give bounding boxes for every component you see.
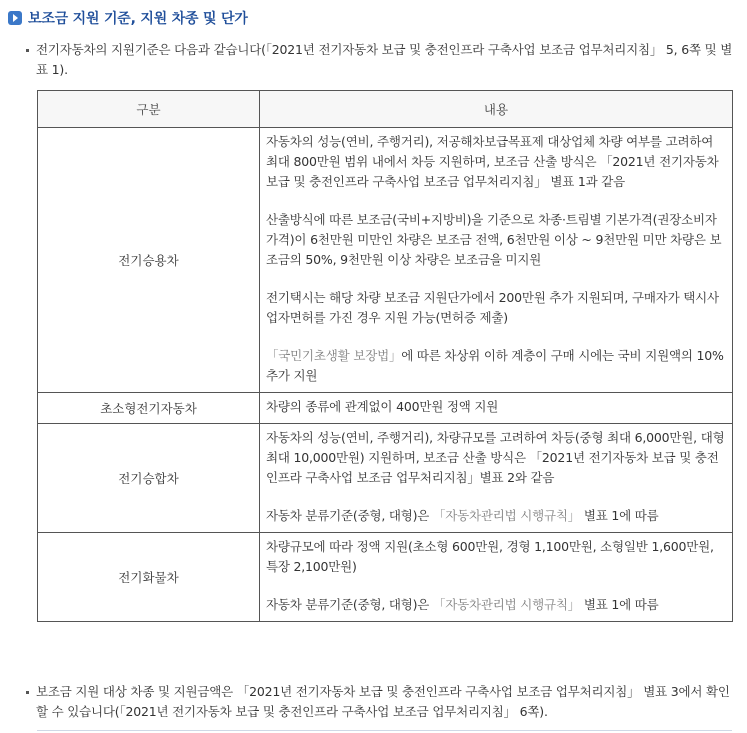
row-content	[260, 128, 733, 393]
table-row	[38, 424, 733, 533]
table-row	[38, 393, 733, 424]
content-paragraph: 자동차의 성능(연비, 주행거리), 차량규모를 고려하여 차등(중형 최대 6,000만원, 대형 최대 10,000만원) 지원하며, 보조금 산출 방식은 「2021년 전기자동차 보급 및 충전인프라 구축사업 보조금 업무처리지침」별표 2와 같음	[266, 430, 725, 485]
content-paragraph	[266, 346, 728, 386]
column-header-category: 구분	[38, 91, 260, 128]
content-paragraph: 차량의 종류에 관계없이 400만원 정액 지원	[266, 399, 499, 414]
law-reference: 「자동차관리법 시행규칙」	[432, 597, 581, 612]
paragraph-text: 에 따른 차상위 이하 계층이 구매 시에는 국비 지원액의 10% 추가 지원	[266, 348, 724, 383]
play-arrow-box-icon	[8, 11, 22, 25]
law-reference: 「국민기초생활 보장법」	[266, 348, 402, 363]
footer-text: 보조금 지원 대상 차종 및 지원금액은 「2021년 전기자동차 보급 및 충전인프라 구축사업 보조금 업무처리지침」 별표 3에서 확인할 수 있습니다(「2021년 전기자동차 보급 및 충전인프라 구축사업 보조금 업무처리지침」 6쪽).	[22, 682, 734, 722]
table-header-row	[38, 91, 733, 128]
paragraph-text: 자동차 분류기준(중형, 대형)은	[266, 508, 433, 523]
content-paragraph: 산출방식에 따른 보조금(국비+지방비)을 기준으로 차종·트림별 기본가격(권장소비자가격)이 6천만원 미만인 차량은 보조금 전액, 6천만원 이상 ~ 9천만원 미만 차량은 보조금의 50%, 9천만원 이상 차량은 보조금을 미지원	[266, 212, 722, 267]
intro-text: 전기자동차의 지원기준은 다음과 같습니다(「2021년 전기자동차 보급 및 충전인프라 구축사업 보조금 업무처리지침」 5, 6쪽 및 별표 1).	[22, 40, 734, 80]
row-content	[260, 424, 733, 533]
content-paragraph: 자동차의 성능(연비, 주행거리), 저공해차보급목표제 대상업체 차량 여부를 고려하여 최대 800만원 범위 내에서 차등 지원하며, 보조금 산출 방식은 「2021년 전기자동차 보급 및 충전인프라 구축사업 보조금 업무처리지침」 별표 1과 같음	[266, 134, 719, 189]
content-paragraph: 전기택시는 해당 차량 보조금 지원단가에서 200만원 추가 지원되며, 구매자가 택시사업자면허를 가진 경우 지원 가능(면허증 제출)	[266, 290, 719, 325]
table-row	[38, 533, 733, 622]
section-heading	[8, 8, 248, 28]
row-category: 전기화물차	[38, 533, 260, 622]
paragraph-text: 별표 1에 따름	[580, 597, 659, 612]
row-content	[260, 533, 733, 622]
row-category: 초소형전기자동차	[38, 393, 260, 424]
section-divider	[37, 730, 732, 731]
row-content	[260, 393, 733, 424]
table-row	[38, 128, 733, 393]
subsidy-table	[37, 90, 733, 622]
paragraph-text: 별표 1에 따름	[580, 508, 659, 523]
column-header-content: 내용	[260, 91, 733, 128]
section-title: 보조금 지원 기준, 지원 차종 및 단가	[28, 11, 248, 27]
row-category: 전기승합차	[38, 424, 260, 533]
content-paragraph: 차량규모에 따라 정액 지원(초소형 600만원, 경형 1,100만원, 소형일반 1,600만원, 특장 2,100만원)	[266, 539, 714, 574]
row-category: 전기승용차	[38, 128, 260, 393]
paragraph-text: 자동차 분류기준(중형, 대형)은	[266, 597, 433, 612]
law-reference: 「자동차관리법 시행규칙」	[432, 508, 581, 523]
content-paragraph	[266, 506, 728, 526]
content-paragraph	[266, 595, 728, 615]
